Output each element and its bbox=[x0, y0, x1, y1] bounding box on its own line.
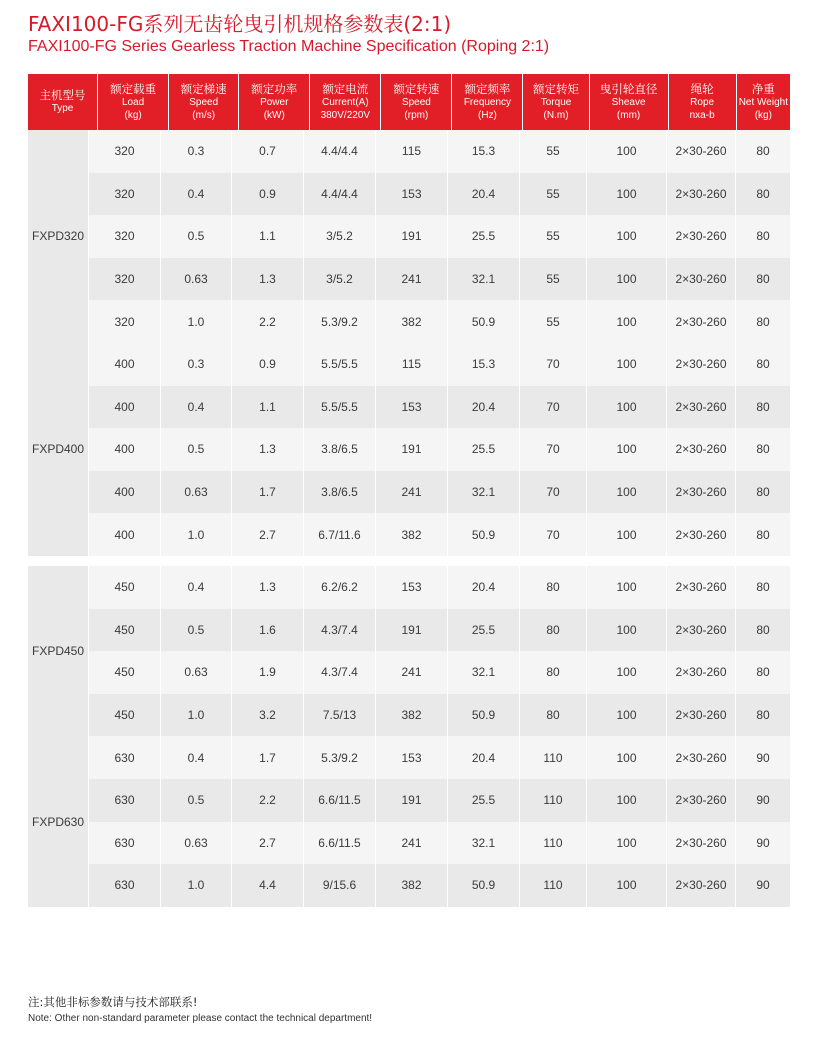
model-group bbox=[28, 566, 790, 736]
table-cell: 115 bbox=[376, 130, 448, 173]
table-cell: 15.3 bbox=[448, 343, 520, 386]
table-cell: 2×30-260 bbox=[667, 300, 736, 343]
table-cell: 1.9 bbox=[232, 651, 304, 694]
header-cell bbox=[169, 74, 239, 130]
table-cell: 80 bbox=[756, 314, 770, 329]
table-cell: 2×30-260 bbox=[667, 694, 736, 737]
table-cell: 320 bbox=[89, 258, 161, 301]
table-cell: 1.7 bbox=[232, 736, 304, 779]
table-cell: 2×30-260 bbox=[667, 343, 736, 386]
table-cell: 2×30-260 bbox=[667, 779, 736, 822]
table-cell: 100 bbox=[587, 386, 667, 429]
table-cell: 2×30-260 bbox=[667, 566, 736, 609]
table-row bbox=[89, 173, 790, 216]
header-en: Load bbox=[121, 96, 145, 108]
table-cell: 6.6/11.5 bbox=[304, 779, 376, 822]
table-row bbox=[89, 343, 790, 386]
table-cell: 5.5/5.5 bbox=[304, 386, 376, 429]
table-header bbox=[28, 74, 790, 130]
header-cn: 曳引轮直径 bbox=[599, 81, 658, 96]
header-cell bbox=[737, 74, 790, 130]
table-cell: 80 bbox=[756, 272, 770, 287]
table-cell: 80 bbox=[756, 144, 770, 159]
table-cell: 0.4 bbox=[161, 566, 232, 609]
table-cell: 1.0 bbox=[161, 300, 232, 343]
table-cell: 100 bbox=[587, 651, 667, 694]
table-cell: 1.3 bbox=[232, 566, 304, 609]
header-unit: (rpm) bbox=[404, 109, 429, 121]
table-cell: 0.63 bbox=[161, 822, 232, 865]
table-cell: 3.8/6.5 bbox=[304, 428, 376, 471]
model-group bbox=[28, 736, 790, 906]
table-cell: 382 bbox=[376, 864, 448, 907]
table-cell: 100 bbox=[587, 130, 667, 173]
table-row bbox=[89, 513, 790, 556]
table-cell: 2.2 bbox=[232, 300, 304, 343]
table-cell: 4.4/4.4 bbox=[304, 173, 376, 216]
model-type-cell: FXPD630 bbox=[28, 736, 89, 906]
table-cell: 382 bbox=[376, 300, 448, 343]
table-cell: 50.9 bbox=[448, 694, 520, 737]
table-cell: 6.6/11.5 bbox=[304, 822, 376, 865]
table-cell: 2×30-260 bbox=[667, 736, 736, 779]
table-cell: 153 bbox=[376, 736, 448, 779]
header-en: Current(A) bbox=[321, 96, 369, 108]
header-cell bbox=[523, 74, 589, 130]
table-cell: 70 bbox=[520, 428, 587, 471]
table-cell: 100 bbox=[587, 609, 667, 652]
table-cell: 20.4 bbox=[448, 736, 520, 779]
table-cell: 32.1 bbox=[448, 258, 520, 301]
header-en: Speed bbox=[401, 96, 431, 108]
table-cell: 70 bbox=[520, 386, 587, 429]
table-cell: 0.63 bbox=[161, 258, 232, 301]
table-cell: 400 bbox=[89, 513, 161, 556]
table-row bbox=[89, 566, 790, 609]
table-cell: 382 bbox=[376, 513, 448, 556]
header-en: Power bbox=[260, 96, 289, 108]
table-cell: 2×30-260 bbox=[667, 258, 736, 301]
table-cell: 32.1 bbox=[448, 651, 520, 694]
table-row bbox=[89, 386, 790, 429]
table-cell: 191 bbox=[376, 428, 448, 471]
table-cell: 400 bbox=[89, 343, 161, 386]
table-cell: 1.0 bbox=[161, 694, 232, 737]
table-cell: 5.5/5.5 bbox=[304, 343, 376, 386]
table-cell: 5.3/9.2 bbox=[304, 736, 376, 779]
table-cell: 90 bbox=[756, 835, 770, 850]
table-cell: 100 bbox=[587, 513, 667, 556]
table-cell: 9/15.6 bbox=[304, 864, 376, 907]
table-row bbox=[89, 864, 790, 907]
table-cell: 4.3/7.4 bbox=[304, 651, 376, 694]
table-cell: 115 bbox=[376, 343, 448, 386]
model-group bbox=[28, 343, 790, 556]
table-cell: 0.7 bbox=[232, 130, 304, 173]
table-cell: 100 bbox=[587, 300, 667, 343]
table-cell: 50.9 bbox=[448, 513, 520, 556]
table-cell: 2×30-260 bbox=[667, 428, 736, 471]
table-cell: 80 bbox=[756, 442, 770, 457]
header-unit: (mm) bbox=[616, 109, 641, 121]
table-cell: 450 bbox=[89, 609, 161, 652]
page-title-en: FAXI100-FG Series Gearless Traction Machine Specification (Roping 2:1) bbox=[28, 38, 550, 55]
table-cell: 110 bbox=[520, 736, 587, 779]
table-cell: 0.9 bbox=[232, 173, 304, 216]
table-cell: 400 bbox=[89, 386, 161, 429]
header-unit: (kg) bbox=[754, 109, 772, 121]
table-cell: 55 bbox=[520, 258, 587, 301]
table-cell: 0.5 bbox=[161, 428, 232, 471]
table-cell: 2×30-260 bbox=[667, 864, 736, 907]
table-cell: 100 bbox=[587, 215, 667, 258]
table-row bbox=[89, 428, 790, 471]
table-cell: 450 bbox=[89, 651, 161, 694]
table-cell: 241 bbox=[376, 651, 448, 694]
table-cell: 153 bbox=[376, 386, 448, 429]
spec-table bbox=[28, 74, 790, 907]
table-cell: 320 bbox=[89, 173, 161, 216]
footnote-en: Note: Other non-standard parameter please contact the technical department! bbox=[28, 1013, 373, 1024]
table-cell: 55 bbox=[520, 300, 587, 343]
table-row bbox=[89, 258, 790, 301]
table-cell: 1.3 bbox=[232, 428, 304, 471]
table-cell: 100 bbox=[587, 822, 667, 865]
table-cell: 50.9 bbox=[448, 864, 520, 907]
table-row bbox=[89, 694, 790, 737]
table-cell: 2.7 bbox=[232, 513, 304, 556]
header-unit: (kg) bbox=[124, 109, 142, 121]
header-en: Net Weight bbox=[738, 96, 788, 108]
table-row bbox=[89, 609, 790, 652]
header-en: Speed bbox=[189, 96, 219, 108]
table-cell: 4.4/4.4 bbox=[304, 130, 376, 173]
header-unit: (m/s) bbox=[192, 109, 216, 121]
model-type-cell: FXPD400 bbox=[28, 343, 89, 556]
table-row bbox=[89, 471, 790, 514]
table-cell: 25.5 bbox=[448, 609, 520, 652]
table-cell: 100 bbox=[587, 471, 667, 514]
model-group bbox=[28, 130, 790, 343]
header-en: Torque bbox=[540, 96, 572, 108]
table-cell: 20.4 bbox=[448, 386, 520, 429]
table-row bbox=[89, 736, 790, 779]
table-cell: 1.1 bbox=[232, 386, 304, 429]
table-cell: 80 bbox=[756, 399, 770, 414]
table-cell: 630 bbox=[89, 864, 161, 907]
table-cell: 90 bbox=[756, 878, 770, 893]
header-cell bbox=[452, 74, 523, 130]
footnote-cn: 注:其他非标参数请与技术部联系! bbox=[28, 995, 198, 1009]
table-cell: 1.1 bbox=[232, 215, 304, 258]
header-cn: 主机型号 bbox=[39, 88, 86, 102]
table-cell: 80 bbox=[520, 609, 587, 652]
table-cell: 2×30-260 bbox=[667, 651, 736, 694]
table-cell: 2.2 bbox=[232, 779, 304, 822]
table-cell: 15.3 bbox=[448, 130, 520, 173]
table-body bbox=[28, 130, 790, 907]
table-cell: 2×30-260 bbox=[667, 822, 736, 865]
table-cell: 3.8/6.5 bbox=[304, 471, 376, 514]
table-cell: 3/5.2 bbox=[304, 258, 376, 301]
page-title-cn: FAXI100-FG系列无齿轮曳引机规格参数表(2:1) bbox=[28, 12, 452, 36]
table-cell: 1.0 bbox=[161, 513, 232, 556]
table-row bbox=[89, 130, 790, 173]
table-cell: 80 bbox=[520, 566, 587, 609]
table-cell: 0.9 bbox=[232, 343, 304, 386]
table-cell: 320 bbox=[89, 130, 161, 173]
table-cell: 191 bbox=[376, 779, 448, 822]
header-cn: 额定功率 bbox=[251, 81, 298, 96]
table-cell: 80 bbox=[756, 186, 770, 201]
table-cell: 80 bbox=[756, 665, 770, 680]
table-cell: 2×30-260 bbox=[667, 609, 736, 652]
table-cell: 100 bbox=[587, 864, 667, 907]
header-en: Frequency bbox=[463, 96, 512, 108]
table-cell: 400 bbox=[89, 471, 161, 514]
table-cell: 80 bbox=[756, 357, 770, 372]
header-cell bbox=[590, 74, 669, 130]
table-cell: 5.3/9.2 bbox=[304, 300, 376, 343]
header-cell bbox=[381, 74, 452, 130]
table-cell: 80 bbox=[756, 229, 770, 244]
table-cell: 90 bbox=[756, 750, 770, 765]
table-cell: 110 bbox=[520, 822, 587, 865]
table-cell: 3/5.2 bbox=[304, 215, 376, 258]
table-cell: 70 bbox=[520, 513, 587, 556]
table-cell: 630 bbox=[89, 822, 161, 865]
table-cell: 80 bbox=[756, 580, 770, 595]
table-cell: 630 bbox=[89, 736, 161, 779]
table-cell: 0.3 bbox=[161, 130, 232, 173]
table-cell: 32.1 bbox=[448, 822, 520, 865]
table-cell: 2×30-260 bbox=[667, 130, 736, 173]
table-cell: 80 bbox=[756, 708, 770, 723]
header-unit: (N.m) bbox=[543, 109, 569, 121]
table-cell: 55 bbox=[520, 215, 587, 258]
header-en: Rope bbox=[690, 96, 715, 108]
table-cell: 25.5 bbox=[448, 779, 520, 822]
table-cell: 100 bbox=[587, 343, 667, 386]
table-cell: 0.4 bbox=[161, 386, 232, 429]
table-cell: 100 bbox=[587, 258, 667, 301]
table-cell: 2×30-260 bbox=[667, 215, 736, 258]
table-cell: 2×30-260 bbox=[667, 386, 736, 429]
table-cell: 241 bbox=[376, 822, 448, 865]
table-cell: 1.3 bbox=[232, 258, 304, 301]
table-cell: 3.2 bbox=[232, 694, 304, 737]
table-row bbox=[89, 651, 790, 694]
table-cell: 1.0 bbox=[161, 864, 232, 907]
table-cell: 320 bbox=[89, 215, 161, 258]
table-row bbox=[89, 822, 790, 865]
table-cell: 153 bbox=[376, 566, 448, 609]
header-unit: 380V/220V bbox=[320, 109, 371, 121]
table-cell: 382 bbox=[376, 694, 448, 737]
table-cell: 20.4 bbox=[448, 173, 520, 216]
table-cell: 70 bbox=[520, 471, 587, 514]
header-en: Type bbox=[51, 103, 74, 114]
header-cn: 净重 bbox=[751, 81, 775, 96]
header-unit: (Hz) bbox=[477, 109, 497, 121]
table-cell: 25.5 bbox=[448, 428, 520, 471]
table-cell: 0.63 bbox=[161, 471, 232, 514]
header-cn: 额定载重 bbox=[110, 81, 157, 96]
table-cell: 80 bbox=[756, 622, 770, 637]
table-cell: 32.1 bbox=[448, 471, 520, 514]
table-cell: 90 bbox=[756, 793, 770, 808]
table-cell: 1.7 bbox=[232, 471, 304, 514]
table-cell: 80 bbox=[520, 651, 587, 694]
model-type-cell: FXPD450 bbox=[28, 566, 89, 736]
table-cell: 20.4 bbox=[448, 566, 520, 609]
header-cell bbox=[239, 74, 310, 130]
table-cell: 1.6 bbox=[232, 609, 304, 652]
table-cell: 4.3/7.4 bbox=[304, 609, 376, 652]
table-cell: 153 bbox=[376, 173, 448, 216]
table-cell: 100 bbox=[587, 566, 667, 609]
table-cell: 100 bbox=[587, 779, 667, 822]
table-cell: 191 bbox=[376, 609, 448, 652]
header-cn: 额定电流 bbox=[322, 81, 369, 96]
table-row bbox=[89, 779, 790, 822]
table-cell: 7.5/13 bbox=[304, 694, 376, 737]
table-cell: 320 bbox=[89, 300, 161, 343]
table-cell: 450 bbox=[89, 694, 161, 737]
table-cell: 241 bbox=[376, 471, 448, 514]
header-en: Sheave bbox=[611, 96, 646, 108]
header-cell bbox=[28, 74, 98, 130]
table-cell: 50.9 bbox=[448, 300, 520, 343]
table-cell: 55 bbox=[520, 130, 587, 173]
table-row bbox=[89, 215, 790, 258]
table-cell: 80 bbox=[756, 485, 770, 500]
header-cn: 额定梯速 bbox=[180, 81, 227, 96]
table-cell: 630 bbox=[89, 779, 161, 822]
table-cell: 6.7/11.6 bbox=[304, 513, 376, 556]
table-cell: 0.5 bbox=[161, 215, 232, 258]
table-cell: 0.5 bbox=[161, 779, 232, 822]
table-row bbox=[89, 300, 790, 343]
table-cell: 0.3 bbox=[161, 343, 232, 386]
table-cell: 110 bbox=[520, 864, 587, 907]
table-cell: 55 bbox=[520, 173, 587, 216]
table-cell: 2×30-260 bbox=[667, 173, 736, 216]
table-cell: 0.63 bbox=[161, 651, 232, 694]
table-cell: 110 bbox=[520, 779, 587, 822]
table-cell: 2×30-260 bbox=[667, 471, 736, 514]
table-cell: 400 bbox=[89, 428, 161, 471]
header-cn: 额定频率 bbox=[464, 81, 511, 96]
header-cell bbox=[310, 74, 381, 130]
table-cell: 0.4 bbox=[161, 173, 232, 216]
table-cell: 100 bbox=[587, 173, 667, 216]
table-cell: 80 bbox=[756, 527, 770, 542]
table-cell: 0.4 bbox=[161, 736, 232, 779]
header-unit: nxa-b bbox=[689, 109, 715, 121]
table-cell: 2.7 bbox=[232, 822, 304, 865]
header-cn: 绳轮 bbox=[690, 81, 714, 96]
table-cell: 100 bbox=[587, 736, 667, 779]
table-cell: 70 bbox=[520, 343, 587, 386]
table-cell: 241 bbox=[376, 258, 448, 301]
table-cell: 100 bbox=[587, 428, 667, 471]
header-cell bbox=[669, 74, 737, 130]
table-cell: 0.5 bbox=[161, 609, 232, 652]
header-cn: 额定转矩 bbox=[533, 81, 580, 96]
table-cell: 191 bbox=[376, 215, 448, 258]
table-cell: 4.4 bbox=[232, 864, 304, 907]
table-cell: 2×30-260 bbox=[667, 513, 736, 556]
header-cell bbox=[98, 74, 169, 130]
table-cell: 25.5 bbox=[448, 215, 520, 258]
header-unit: (kW) bbox=[263, 109, 285, 121]
table-cell: 80 bbox=[520, 694, 587, 737]
table-cell: 6.2/6.2 bbox=[304, 566, 376, 609]
header-cn: 额定转速 bbox=[393, 81, 440, 96]
table-cell: 450 bbox=[89, 566, 161, 609]
model-type-cell: FXPD320 bbox=[28, 130, 89, 343]
table-cell: 100 bbox=[587, 694, 667, 737]
